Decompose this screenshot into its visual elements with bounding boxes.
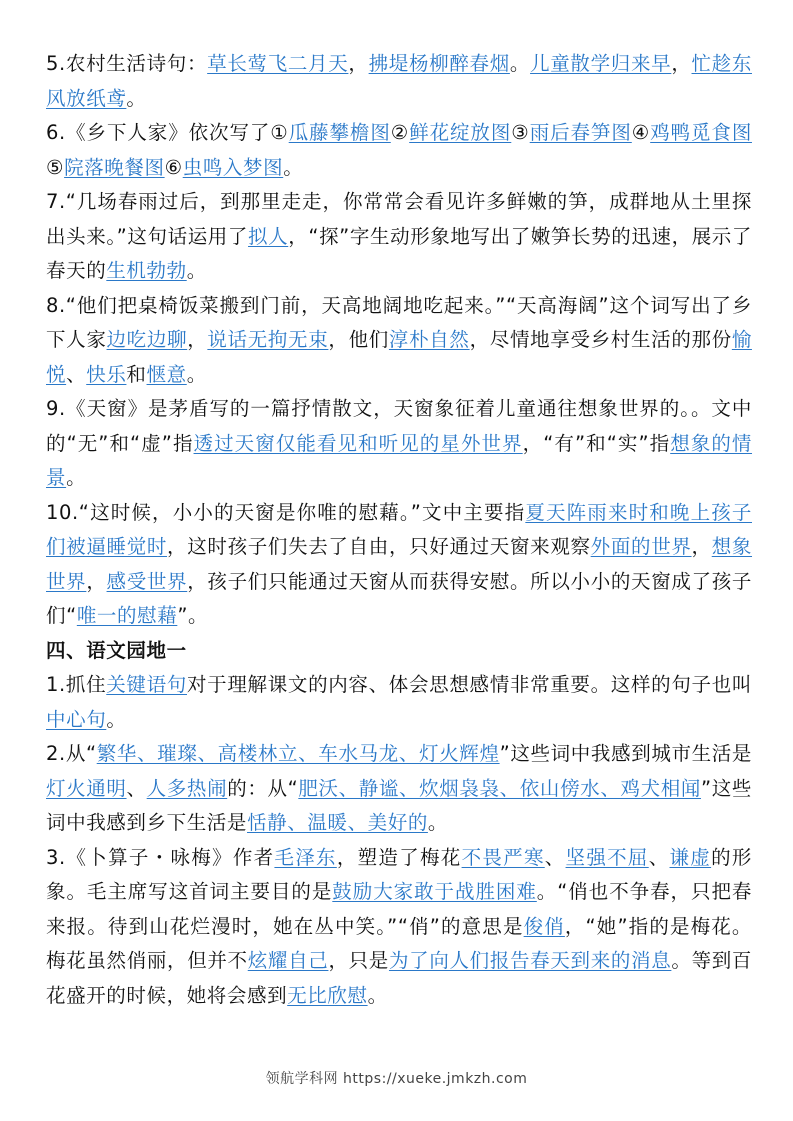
text: 10.“这时候，小小的天窗是你唯的慰藉。”文中主要指	[46, 500, 526, 524]
item-8-outdoor-dinner	[46, 289, 752, 393]
answer-blank: 说话无拘无束	[207, 328, 329, 351]
answer-blank: 草长莺飞二月天	[207, 52, 349, 75]
answer-blank: 边吃边聊	[106, 328, 188, 351]
answer-blank: 儿童散学归来早	[530, 52, 672, 75]
text: ，	[86, 569, 107, 593]
answer-blank: 外面的世界	[590, 535, 692, 558]
text: ”这些词中我感到乡下生活是	[46, 776, 752, 834]
text: 和	[126, 362, 147, 386]
text: ⑥	[164, 155, 183, 179]
text: 。	[367, 983, 388, 1007]
text: 。	[186, 259, 207, 282]
answer-blank: 淳朴自然	[388, 328, 470, 351]
text: ，	[691, 535, 712, 558]
text: 5.农村生活诗句：	[46, 52, 208, 75]
answer-blank: 繁华、璀璨、高楼林立、车水马龙、灯火辉煌	[96, 742, 500, 765]
answer-blank: 无比欣慰	[287, 983, 368, 1007]
text: 。	[509, 52, 531, 75]
text: ，	[671, 52, 692, 75]
section-item-3	[46, 841, 752, 1014]
text: ，“她”指的是梅花。梅花虽然俏丽，但并不	[46, 914, 753, 972]
text: ，“探”字生动形象地写出了嫩笋长势的迅速，展示了春天的	[46, 224, 753, 282]
answer-blank: 惬意	[146, 362, 187, 386]
text: ”这些词中我感到城市生活是	[499, 742, 752, 765]
answer-blank: 为了向人们报告春天到来的消息	[388, 949, 672, 972]
text: 。	[106, 707, 127, 731]
text: 9.《天窗》是茅盾写的一篇抒情散文，天窗象征着儿童通往想象世界的。。文中的“无”和“虚”指	[46, 397, 752, 455]
text: 。	[427, 811, 449, 834]
text: 。	[283, 155, 304, 179]
answer-blank: 院落晚餐图	[64, 155, 165, 179]
text: 1.抓住	[46, 673, 107, 696]
answer-blank: 愉悦	[46, 328, 752, 386]
text: 、	[126, 776, 147, 800]
answer-blank: 拂堤杨柳醉春烟	[368, 52, 510, 75]
answer-blank: 想象的情景	[46, 431, 753, 489]
answer-blank: 鲜花绽放图	[409, 121, 512, 144]
answer-blank: 雨后春笋图	[529, 121, 632, 144]
section-item-2	[46, 737, 752, 841]
text: 。	[186, 362, 207, 386]
answer-blank: 灯火通明	[46, 776, 127, 800]
text: ④	[631, 121, 651, 144]
text: ②	[390, 121, 410, 144]
text: ，	[187, 328, 208, 351]
page-footer: 领航学科网 https://xueke.jmkzh.com	[265, 1071, 528, 1087]
text: ⑤	[46, 155, 65, 179]
item-5-rural-poems	[46, 47, 752, 116]
answer-blank: 忙趁东风放纸鸢	[46, 52, 752, 110]
answer-blank: 想象世界	[46, 535, 753, 593]
text: ③	[511, 121, 530, 144]
section-item-1	[46, 668, 752, 737]
text: 3.《卜算子・咏梅》作者	[46, 845, 275, 869]
item-6-country-home	[46, 116, 752, 185]
section-heading: 四、语文园地一	[46, 638, 187, 662]
text: 、	[648, 845, 670, 869]
answer-blank: 夏天阵雨来时和晚上孩子们被逼睡觉时	[46, 500, 752, 558]
text: 2.从“	[46, 742, 97, 765]
answer-blank: 快乐	[86, 362, 127, 386]
answer-blank: 关键语句	[106, 673, 187, 696]
answer-blank: 俊俏	[523, 914, 565, 938]
answer-blank: 生机勃勃	[106, 259, 187, 282]
text: ，“有”和“实”指	[522, 431, 671, 455]
text: 的形象。毛主席写这首词主要目的是	[46, 845, 753, 903]
text: 。“俏也不争春，只把春来报。待到山花烂漫时，她在丛中笑。”“俏”的意思是	[46, 880, 752, 938]
text: ，他们	[328, 328, 389, 351]
answer-blank: 虫鸣入梦图	[182, 155, 284, 179]
answer-blank: 肥沃、静谧、炊烟袅袅、依山傍水、鸡犬相闻	[298, 776, 701, 800]
answer-blank: 毛泽东	[274, 845, 337, 869]
answer-blank: 谦虚	[669, 845, 712, 869]
answer-blank: 瓜藤攀檐图	[288, 121, 391, 144]
answer-blank: 恬静、温暖、美好的	[247, 811, 428, 834]
text: 、	[544, 845, 566, 869]
answer-blank: 鼓励大家敢于战胜困难	[332, 880, 537, 903]
text: 对于理解课文的内容、体会思想感情非常重要。这样的句子也叫	[186, 673, 752, 696]
answer-blank: 中心句	[46, 707, 107, 731]
answer-blank: 感受世界	[106, 569, 188, 593]
text: 6.《乡下人家》依次写了①	[46, 121, 289, 144]
text: ，尽情地享受乡村生活的那份	[469, 328, 732, 351]
text: 。	[126, 86, 147, 110]
answer-blank: 不畏严寒	[461, 845, 545, 869]
text: 、	[66, 362, 87, 386]
item-9-skylight	[46, 392, 752, 496]
item-7-bamboo-shoots	[46, 185, 752, 289]
answer-blank: 唯一的慰藉	[76, 604, 178, 627]
answer-blank: 坚强不屈	[565, 845, 649, 869]
answer-blank: 透过天窗仅能看见和听见的星外世界	[193, 431, 523, 455]
document-page	[46, 47, 752, 1013]
answer-blank: 鸡鸭觅食图	[650, 121, 752, 144]
text: ”。	[177, 604, 209, 627]
text: ，这时孩子们失去了自由，只好通过天窗来观察	[167, 535, 591, 558]
answer-blank: 人多热闹	[146, 776, 228, 800]
text: 。	[66, 466, 87, 489]
text: 的：从“	[227, 776, 299, 800]
item-10-skylight-comfort	[46, 496, 752, 634]
text: 7.“几场春雨过后，到那里走走，你常常会看见许多鲜嫩的笋，成群地从土里探出头来。”这句话运用了	[46, 190, 752, 248]
text: ，	[348, 52, 369, 75]
text: ，塑造了梅花	[336, 845, 462, 869]
text: 。等到百花盛开的时候，她将会感到	[46, 949, 753, 1007]
text: 8.“他们把桌椅饭菜搬到门前，天高地阔地吃起来。”“天高海阔”这个词写出了乡下人家	[46, 293, 752, 351]
text: ，孩子们只能通过天窗从而获得安慰。所以小小的天窗成了孩子们“	[46, 569, 753, 627]
answer-blank: 炫耀自己	[247, 949, 329, 972]
text: ，只是	[328, 949, 389, 972]
answer-blank: 拟人	[248, 224, 289, 248]
